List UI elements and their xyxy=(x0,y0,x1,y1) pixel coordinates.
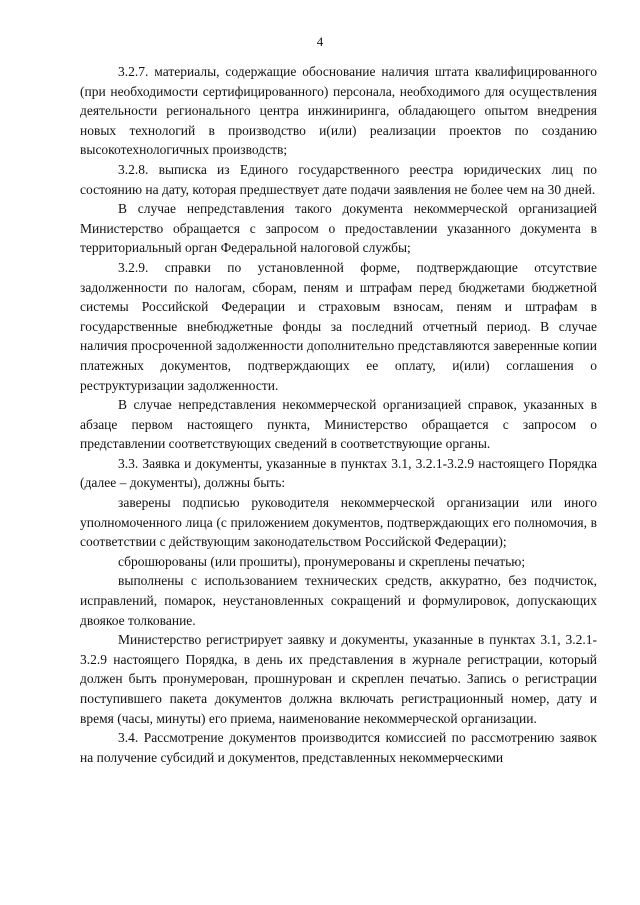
paragraph-3-2-8-note: В случае непредставления такого документа некоммерческой организацией Министерство обращается с запросом о предоставлении указанного документа в территориальный орган Федеральной налоговой службы; xyxy=(80,201,597,256)
page-number: 4 xyxy=(316,34,324,49)
paragraph-registration: Министерство регистрирует заявку и документы, указанные в пунктах 3.1, 3.2.1-3.2.9 настоящего Порядка, в день их представления в журнале регистрации, который должен быть пронумерован, прошнурован и скреплен печатью. Запись о регистрации поступившего пакета документов должна включать регистрационный номер, дату и время (часы, минуты) его приема, наименование некоммерческой организации. xyxy=(80,632,597,726)
paragraph-3-2-7: 3.2.7. материалы, содержащие обоснование наличия штата квалифицированного (при необходимости сертифицированного) персонала, необходимого для осуществления деятельности регионального центра инжиниринга, обладающего опытом внедрения новых технологий в производство и(или) реализации проектов по созданию высокотехнологичных производств; xyxy=(80,64,597,158)
document-body xyxy=(80,62,597,767)
paragraph-3-3-item-executed: выполнены с использованием технических средств, аккуратно, без подчисток, исправлений, помарок, неустановленных сокращений и формулировок, допускающих двоякое толкование. xyxy=(80,573,597,628)
paragraph-3-2-9-note: В случае непредставления некоммерческой организацией справок, указанных в абзаце первом настоящего пункта, Министерство обращается с запросом о представлении соответствующих сведений в соответствующие органы. xyxy=(80,397,597,452)
paragraph-3-4: 3.4. Рассмотрение документов производится комиссией по рассмотрению заявок на получение субсидий и документов, представленных некоммерческими xyxy=(80,730,597,765)
paragraph-3-3-item-bound: сброшюрованы (или прошиты), пронумерованы и скреплены печатью; xyxy=(118,553,526,569)
paragraph-3-2-9: 3.2.9. справки по установленной форме, подтверждающие отсутствие задолженности по налогам, сборам, пеням и штрафам перед бюджетами бюджетной системы Российской Федерации и страховым взносам, пеням и штрафам в государственные внебюджетные фонды за последний отчетный период. В случае наличия просроченной задолженности дополнительно представляются заверенные копии платежных документов, подтверждающих ее оплату, и(или) соглашения о реструктуризации задолженности. xyxy=(80,259,597,393)
paragraph-3-2-8: 3.2.8. выписка из Единого государственного реестра юридических лиц по состоянию на дату, которая предшествует дате подачи заявления не более чем на 30 дней. xyxy=(80,161,597,197)
paragraph-3-3-item-signed: заверены подписью руководителя некоммерческой организации или иного уполномоченного лица (с приложением документов, подтверждающих его полномочия, в соответствии с действующим законодательством Российской Федерации); xyxy=(80,495,597,550)
paragraph-3-3: 3.3. Заявка и документы, указанные в пунктах 3.1, 3.2.1-3.2.9 настоящего Порядка (далее – документы), должны быть: xyxy=(80,455,597,491)
